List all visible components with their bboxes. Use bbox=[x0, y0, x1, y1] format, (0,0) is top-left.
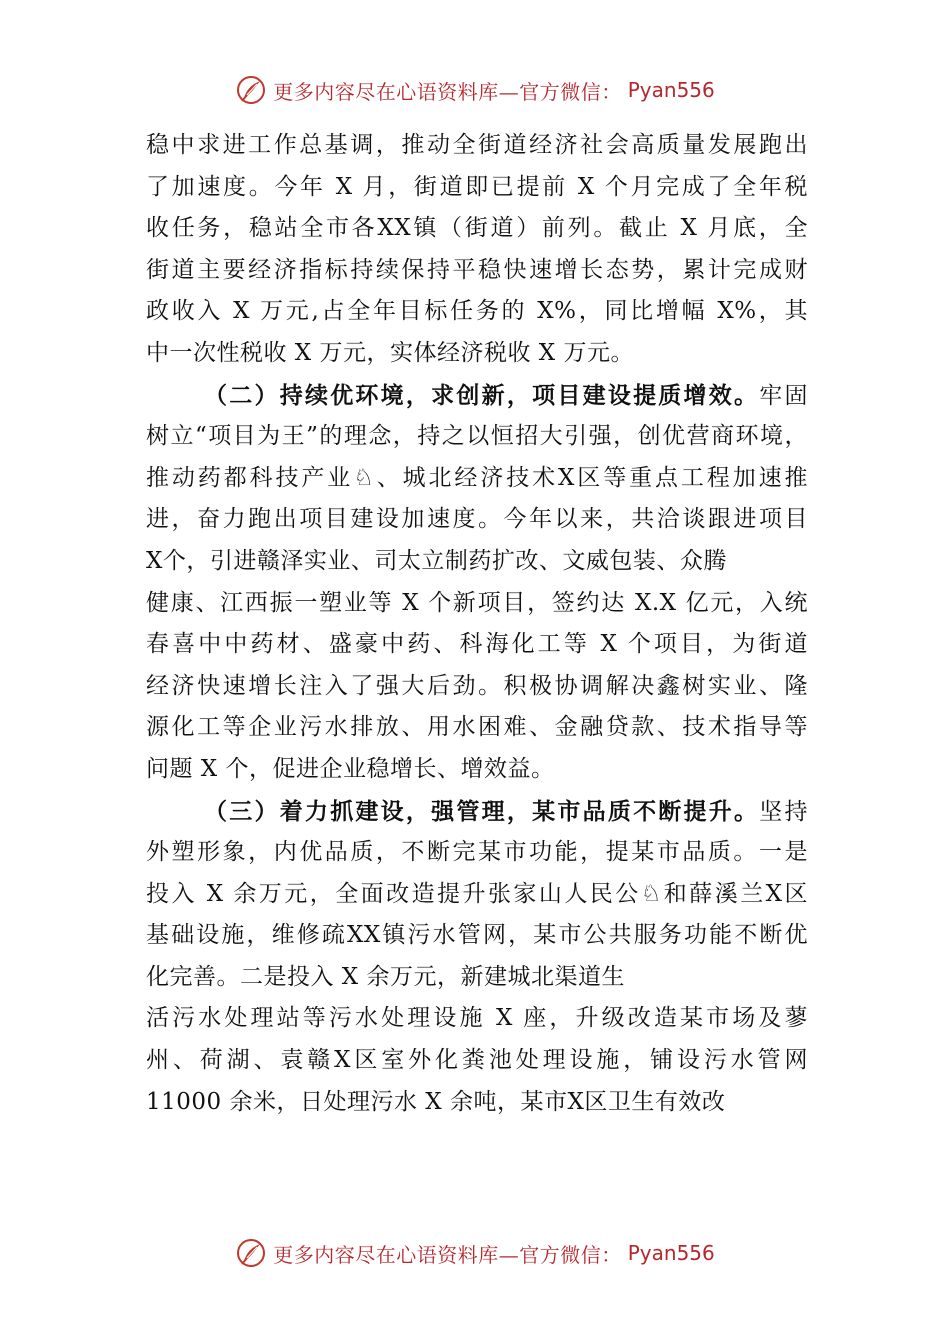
text-line: 稳中求进工作总基调，推动全街道经济社会高质量发展跑出 bbox=[146, 132, 808, 158]
text-line: 化完善。二是投入 X 余万元，新建城北渠道生 bbox=[146, 963, 625, 990]
section-heading-line bbox=[146, 375, 808, 417]
text-line: 春喜中中药材、盛豪中药、科海化工等 X 个项目，为街道 bbox=[146, 631, 808, 658]
text-line: 外塑形象，内优品质，不断完某市功能，提某市品质。一是 bbox=[146, 839, 808, 866]
text-line: 活污水处理站等污水处理设施 X 座，升级改造某市场及蓼 bbox=[146, 1005, 808, 1032]
header-watermark bbox=[0, 70, 950, 110]
footer-watermark bbox=[0, 1233, 950, 1273]
text-line: 树立“项目为王”的理念，持之以恒招大引强，创优营商环境， bbox=[146, 423, 808, 450]
text-line: X个，引进赣泽实业、司太立制药扩改、文威包装、众腾 bbox=[146, 547, 727, 574]
text-line: 街道主要经济指标持续保持平稳快速增长态势，累计完成财 bbox=[146, 256, 808, 283]
text-line: 经济快速增长注入了强大后劲。积极协调解决鑫树实业、隆 bbox=[146, 672, 808, 699]
text-line: 收任务，稳站全市各XX镇（街道）前列。截止 X 月底，全 bbox=[146, 215, 808, 242]
text-line: 推动药都科技产业♘、城北经济技术X区等重点工程加速推 bbox=[146, 464, 808, 491]
text-line: 投入 X 余万元，全面改造提升张家山人民公♘和薛溪兰X区 bbox=[146, 880, 808, 907]
section-heading-line bbox=[146, 791, 808, 833]
fire-feather-logo-icon bbox=[235, 74, 267, 106]
text-line: 健康、江西振一塑业等 X 个新项目，签约达 X.X 亿元，入统 bbox=[146, 589, 808, 616]
section-heading: （三）着力抓建设，强管理，某市品质不断提升。 bbox=[204, 797, 760, 825]
watermark-text: 更多内容尽在心语资料库—官方微信： bbox=[273, 1242, 622, 1267]
heading-line-rest: 牢固 bbox=[759, 382, 809, 409]
text-line: 源化工等企业污水排放、用水困难、金融贷款、技术指导等 bbox=[146, 714, 808, 741]
text-line: 中一次性税收 X 万元，实体经济税收 X 万元。 bbox=[146, 339, 634, 366]
watermark-wechat-id: Pyan556 bbox=[627, 1241, 715, 1265]
text-line: 州、荷湖、袁赣X区室外化粪池处理设施，铺设污水管网 bbox=[146, 1047, 808, 1074]
document-body bbox=[146, 125, 808, 1123]
heading-line-rest: 坚持 bbox=[759, 798, 809, 825]
text-line: 11000 余米，日处理污水 X 余吨，某市X区卫生有效改 bbox=[146, 1088, 726, 1115]
text-line: 进，奋力跑出项目建设加速度。今年以来，共洽谈跟进项目 bbox=[146, 506, 808, 533]
text-line: 基础设施，维修疏XX镇污水管网，某市公共服务功能不断优 bbox=[146, 922, 808, 949]
watermark-text: 更多内容尽在心语资料库—官方微信： bbox=[273, 79, 622, 104]
text-line: 政收入 X 万元,占全年目标任务的 X%，同比增幅 X%，其 bbox=[146, 298, 808, 325]
watermark-wechat-id: Pyan556 bbox=[627, 78, 715, 102]
text-line: 问题 X 个，促进企业稳增长、增效益。 bbox=[146, 755, 555, 782]
text-line: 了加速度。今年 X 月，街道即已提前 X 个月完成了全年税 bbox=[146, 173, 808, 200]
section-heading: （二）持续优环境，求创新，项目建设提质增效。 bbox=[204, 381, 760, 409]
fire-feather-logo-icon bbox=[235, 1237, 267, 1269]
